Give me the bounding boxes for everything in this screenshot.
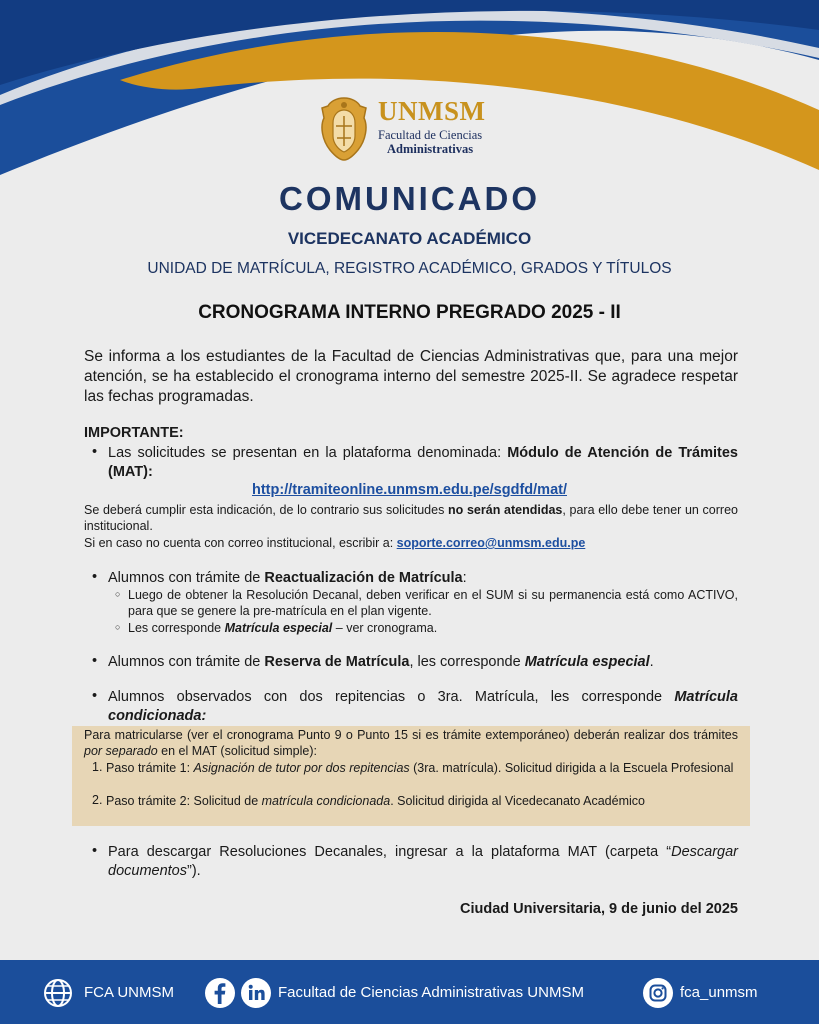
step-1: Paso trámite 1: Asignación de tutor por dos repitencias (3ra. matrícula). Solicitud dirigida a la Escuela Profesional [106,761,734,775]
unit-name: UNIDAD DE MATRÍCULA, REGISTRO ACADÉMICO, GRADOS Y TÍTULOS [147,260,672,277]
sub-bullet-dot: ○ [115,589,121,599]
institutional-email-note: Se deberá cumplir esta indicación, de lo contrario sus solicitudes no serán atendidas, para ello debe tener un correo institucional. [84,503,738,533]
footer-social-label[interactable]: Facultad de Ciencias Administrativas UNMSM [278,984,584,1001]
intro-paragraph: Se informa a los estudiantes de la Facultad de Ciencias Administrativas que, para una mejor atención, se ha establecido el cronograma interno del semestre 2025-II. Se agradece respetar las fechas programadas. [84,348,738,405]
reactualizacion-bullet: Alumnos con trámite de Reactualización de Matrícula: [108,570,467,586]
logo-name: UNMSM [378,96,486,126]
descargar-bullet: Para descargar Resoluciones Decanales, ingresar a la plataforma MAT (carpeta “Descargar documentos”). [108,844,738,879]
important-label: IMPORTANTE: [84,425,184,441]
reactualizacion-sub1: Luego de obtener la Resolución Decanal, deben verificar en el SUM si su permanencia está como ACTIVO, para que se genere la pre-matrícula en el plan vigente. [128,588,738,618]
footer-web-label[interactable]: FCA UNMSM [84,984,174,1001]
globe-icon[interactable] [42,977,74,1009]
crest-icon [316,96,372,162]
reserva-bullet: Alumnos con trámite de Reserva de Matrícula, les corresponde Matrícula especial. [108,654,654,670]
page-title: COMUNICADO [279,180,540,217]
step-number: 2. [92,793,103,807]
bullet-dot: • [92,653,98,669]
observados-bullet: Alumnos observados con dos repitencias o 3ra. Matrícula, les corresponde Matrícula condicionada: [108,689,738,724]
sub-bullet-dot: ○ [115,622,121,632]
page-subtitle: VICEDECANATO ACADÉMICO [287,229,532,248]
logo-faculty-line2: Administrativas [387,142,474,156]
step-2: Paso trámite 2: Solicitud de matrícula condicionada. Solicitud dirigida al Vicedecanato Académico [106,794,645,808]
mat-platform-bullet: Las solicitudes se presentan en la plataforma denominada: Módulo de Atención de Trámites (MAT): [108,445,738,480]
support-email-note: Si en caso no cuenta con correo institucional, escribir a: soporte.correo@unmsm.edu.pe [84,536,586,550]
support-email-link[interactable]: soporte.correo@unmsm.edu.pe [396,536,586,550]
step-number: 1. [92,760,103,774]
linkedin-icon[interactable] [240,977,272,1009]
reactualizacion-sub2: Les corresponde Matrícula especial – ver cronograma. [128,621,438,635]
logo-faculty-line1: Facultad de Ciencias [378,128,483,142]
facebook-icon[interactable] [204,977,236,1009]
unmsm-logo [316,96,516,162]
bullet-dot: • [92,444,98,460]
instagram-icon[interactable] [642,977,674,1009]
condicionada-intro: Para matricularse (ver el cronograma Punto 9 o Punto 15 si es trámite extemporáneo) deberán realizar dos trámites por separado en el MAT (solicitud simple): [84,728,738,758]
bullet-dot: • [92,569,98,585]
bullet-dot: • [92,843,98,859]
issue-date: Ciudad Universitaria, 9 de junio del 2025 [459,901,738,917]
mat-platform-link[interactable]: http://tramiteonline.unmsm.edu.pe/sgdfd/mat/ [252,482,567,498]
bullet-dot: • [92,688,98,704]
schedule-title: CRONOGRAMA INTERNO PREGRADO 2025 - II [198,302,621,323]
footer-instagram-label[interactable]: fca_unmsm [680,984,758,1001]
